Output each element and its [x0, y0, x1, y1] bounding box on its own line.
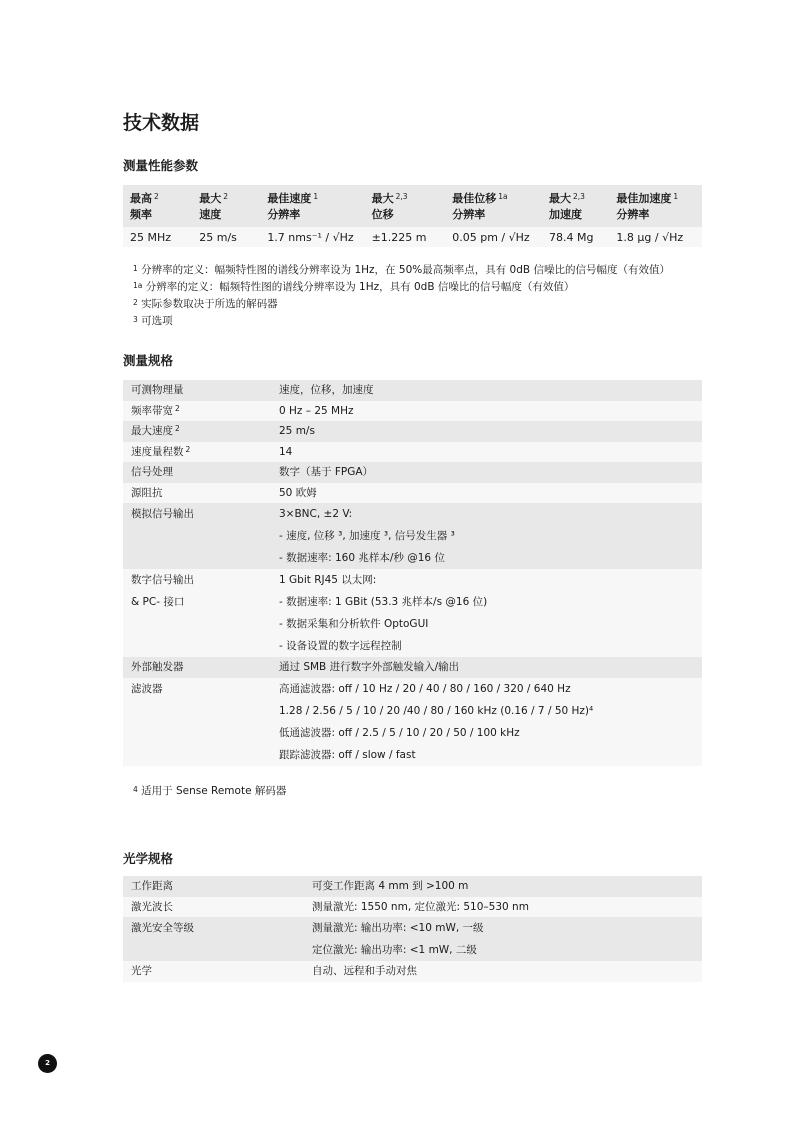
perf-header-line1: 最佳速度: [267, 192, 312, 205]
spec-label-cell: [123, 569, 279, 657]
page-title: 技术数据: [123, 112, 200, 134]
spec-row: [123, 961, 702, 982]
page-number: 2: [38, 1054, 57, 1073]
spec-label-line: [131, 657, 279, 678]
perf-header-cell: [192, 185, 260, 227]
perf-value-cell: 25 m/s: [192, 227, 260, 247]
spec-label: 最大速度: [131, 425, 173, 437]
spec-value-line: 测量激光: 输出功率: <10 mW, 一级: [312, 922, 484, 934]
perf-header-line2: 加速度: [549, 208, 583, 221]
spec-value-line: 自动、远程和手动对焦: [312, 965, 417, 977]
spec-value-line: 速度，位移，加速度: [279, 384, 374, 396]
spec-label-line: [131, 917, 312, 939]
spec-value-line: - 数据采集和分析软件 OptoGUI: [279, 618, 429, 630]
spec-row: [123, 678, 702, 766]
section-title-measurement: 测量规格: [123, 353, 174, 368]
footnote-text: 可选项: [141, 315, 173, 327]
perf-header-line2: 分辨率: [452, 208, 486, 221]
spec-label-cell: [123, 897, 312, 918]
footnote-marker: 4: [133, 785, 138, 794]
spec-label: 数字信号输出: [131, 574, 194, 586]
spec-row: [123, 657, 702, 678]
spec-row: [123, 483, 702, 504]
spec-label: 频率带宽: [131, 404, 173, 417]
perf-header-cell: [542, 185, 609, 227]
perf-header-line2: 速度: [199, 208, 222, 221]
spec-label-line: [131, 503, 279, 525]
spec-label-sup: 2: [175, 424, 180, 433]
footnote-text: 分辨率的定义：幅频特性图的谱线分辨率设为 1Hz，具有 0dB 信噪比的信号幅度（有效值）: [145, 281, 575, 293]
perf-header-line2: 分辨率: [267, 208, 301, 221]
spec-row: [123, 421, 702, 442]
spec-label-line: [131, 483, 279, 504]
spec-row: [123, 569, 702, 657]
perf-header-line2: 位移: [371, 208, 394, 221]
perf-header-sup: 2,3: [573, 192, 585, 201]
spec-value-line: 3×BNC, ±2 V:: [279, 508, 353, 520]
spec-value-line: - 数据速率: 1 GBit (53.3 兆样本/s @16 位): [279, 596, 488, 608]
spec-label-sup: 2: [185, 444, 191, 454]
performance-table: [123, 185, 702, 247]
perf-value-cell: 0.05 pm / √Hz: [445, 227, 542, 247]
perf-header-sup: 1: [673, 192, 679, 201]
spec-value-line: 50 欧姆: [279, 486, 317, 499]
spec-label-line: [131, 678, 279, 700]
footnote-4: [131, 783, 286, 800]
optical-spec-table: [123, 876, 702, 982]
spec-label-line: [131, 462, 279, 483]
spec-label: 滤波器: [131, 682, 163, 695]
spec-label-line: [131, 380, 279, 401]
spec-row: [123, 462, 702, 483]
spec-value-line: 通过 SMB 进行数字外部触发输入/输出: [279, 661, 460, 673]
footnote: [131, 313, 670, 330]
section-title-performance: 测量性能参数: [123, 158, 199, 173]
spec-label: 激光安全等级: [131, 922, 194, 934]
spec-label-line: [131, 897, 312, 918]
spec-label-cell: [123, 483, 279, 504]
perf-header-line1: 最高: [130, 192, 152, 205]
spec-value-cell: [312, 917, 702, 961]
spec-value-cell: [312, 961, 702, 982]
perf-header-line1: 最大: [549, 192, 572, 205]
footnote-marker: 1: [133, 264, 138, 273]
spec-label-cell: [123, 876, 312, 897]
perf-header-sup: 2: [223, 192, 229, 201]
spec-label-cell: [123, 503, 279, 569]
spec-value-line: 1.28 / 2.56 / 5 / 10 / 20 /40 / 80 / 160 kHz (0.16 / 7 / 50 Hz)⁴: [279, 704, 594, 717]
perf-header-cell: [609, 185, 702, 227]
spec-value-cell: [312, 897, 702, 918]
spec-label-line: [131, 569, 279, 591]
spec-label-line: [131, 421, 279, 442]
spec-label: 信号处理: [131, 466, 173, 478]
spec-row: [123, 917, 702, 961]
spec-value-line: 0 Hz – 25 MHz: [279, 404, 354, 417]
perf-header-line2: 频率: [130, 208, 152, 221]
spec-label-2: & PC- 接口: [131, 596, 185, 608]
spec-value-cell: [279, 657, 702, 678]
spec-label-cell: [123, 961, 312, 982]
spec-value-line: 可变工作距离 4 mm 到 >100 m: [312, 880, 469, 892]
spec-row: [123, 876, 702, 897]
spec-label-cell: [123, 917, 312, 961]
perf-header-line2: 分辨率: [616, 208, 650, 221]
spec-value-cell: [279, 380, 702, 401]
spec-value-line: 25 m/s: [279, 425, 315, 437]
footnote-text: 适用于 Sense Remote 解码器: [141, 785, 287, 797]
perf-header-cell: [123, 185, 192, 227]
spec-label-cell: [123, 462, 279, 483]
spec-label: 外部触发器: [131, 661, 184, 673]
perf-value-cell: 78.4 Mg: [542, 227, 609, 247]
spec-value-cell: [279, 678, 702, 766]
spec-label-line: [131, 961, 312, 982]
perf-header-sup: 1: [313, 192, 319, 201]
spec-row: [123, 897, 702, 918]
footnote-marker: 2: [133, 298, 138, 307]
spec-label: 工作距离: [131, 880, 173, 892]
perf-header-sup: 2,3: [395, 192, 408, 201]
footnote-text: 分辨率的定义：幅频特性图的谱线分辨率设为 1Hz，在 50%最高频率点，具有 0dB 信噪比的信号幅度（有效值）: [141, 264, 670, 276]
perf-value-cell: 25 MHz: [123, 227, 192, 247]
spec-label-line: [131, 591, 279, 613]
perf-header-line1: 最大: [199, 192, 222, 205]
perf-header-cell: [365, 185, 446, 227]
spec-label: 模拟信号输出: [131, 508, 194, 520]
spec-value-line: 1 Gbit RJ45 以太网:: [279, 574, 377, 586]
spec-value-line: 跟踪滤波器: off / slow / fast: [279, 748, 416, 761]
footnote-text: 实际参数取决于所选的解码器: [141, 298, 278, 310]
section-title-optical: 光学规格: [123, 851, 174, 866]
footnotes: [131, 262, 670, 330]
spec-value-line: 定位激光: 输出功率: <1 mW, 二级: [312, 944, 477, 956]
perf-value-cell: 1.7 nms⁻¹ / √Hz: [260, 227, 364, 247]
footnote-marker: 3: [133, 315, 138, 324]
spec-value-line: 14: [279, 445, 293, 458]
spec-label-line: [131, 442, 279, 463]
spec-value-line: 数字（基于 FPGA）: [279, 466, 374, 478]
perf-header-sup: 2: [154, 192, 159, 201]
spec-label-line: [131, 401, 279, 422]
perf-header-line1: 最佳位移: [452, 192, 497, 205]
spec-row: [123, 401, 702, 422]
perf-header-line1: 最大: [371, 192, 394, 205]
footnote-marker: 1a: [133, 281, 143, 290]
spec-label: 激光波长: [131, 900, 173, 913]
spec-value-line: 高通滤波器: off / 10 Hz / 20 / 40 / 80 / 160 / 320 / 640 Hz: [279, 682, 571, 695]
footnote: [131, 783, 286, 800]
spec-value-cell: [279, 442, 702, 463]
spec-value-line: 低通滤波器: off / 2.5 / 5 / 10 / 20 / 50 / 100 kHz: [279, 726, 520, 739]
spec-label-cell: [123, 657, 279, 678]
spec-label-cell: [123, 678, 279, 766]
perf-header-cell: [445, 185, 542, 227]
spec-label-cell: [123, 380, 279, 401]
spec-label-sup: 2: [175, 403, 180, 413]
spec-value-line: - 速度, 位移 ³, 加速度 ³, 信号发生器 ³: [279, 530, 455, 542]
spec-value-cell: [279, 421, 702, 442]
spec-label: 可测物理量: [131, 384, 184, 396]
spec-label-cell: [123, 442, 279, 463]
perf-value-cell: ±1.225 m: [365, 227, 446, 247]
spec-row: [123, 380, 702, 401]
spec-label: 源阻抗: [131, 486, 163, 499]
spec-value-line: 测量激光: 1550 nm, 定位激光: 510–530 nm: [312, 900, 529, 913]
perf-header-sup: 1a: [498, 192, 508, 201]
spec-row: [123, 503, 702, 569]
footnote: [131, 296, 670, 313]
footnote: [131, 279, 670, 296]
spec-value-line: - 设备设置的数字远程控制: [279, 640, 402, 652]
spec-value-line: - 数据速率: 160 兆样本/秒 @16 位: [279, 552, 445, 564]
spec-row: [123, 442, 702, 463]
perf-header-cell: [260, 185, 364, 227]
spec-label-cell: [123, 401, 279, 422]
spec-value-cell: [279, 483, 702, 504]
spec-value-cell: [312, 876, 702, 897]
spec-label: 速度量程数: [131, 445, 184, 458]
perf-header-line1: 最佳加速度: [616, 192, 672, 205]
perf-value-cell: 1.8 μg / √Hz: [609, 227, 702, 247]
spec-value-cell: [279, 569, 702, 657]
spec-value-cell: [279, 462, 702, 483]
measurement-spec-table: [123, 380, 702, 766]
spec-value-cell: [279, 503, 702, 569]
footnote: [131, 262, 670, 279]
spec-label-cell: [123, 421, 279, 442]
spec-value-cell: [279, 401, 702, 422]
spec-label: 光学: [131, 965, 152, 977]
spec-label-line: [131, 876, 312, 897]
